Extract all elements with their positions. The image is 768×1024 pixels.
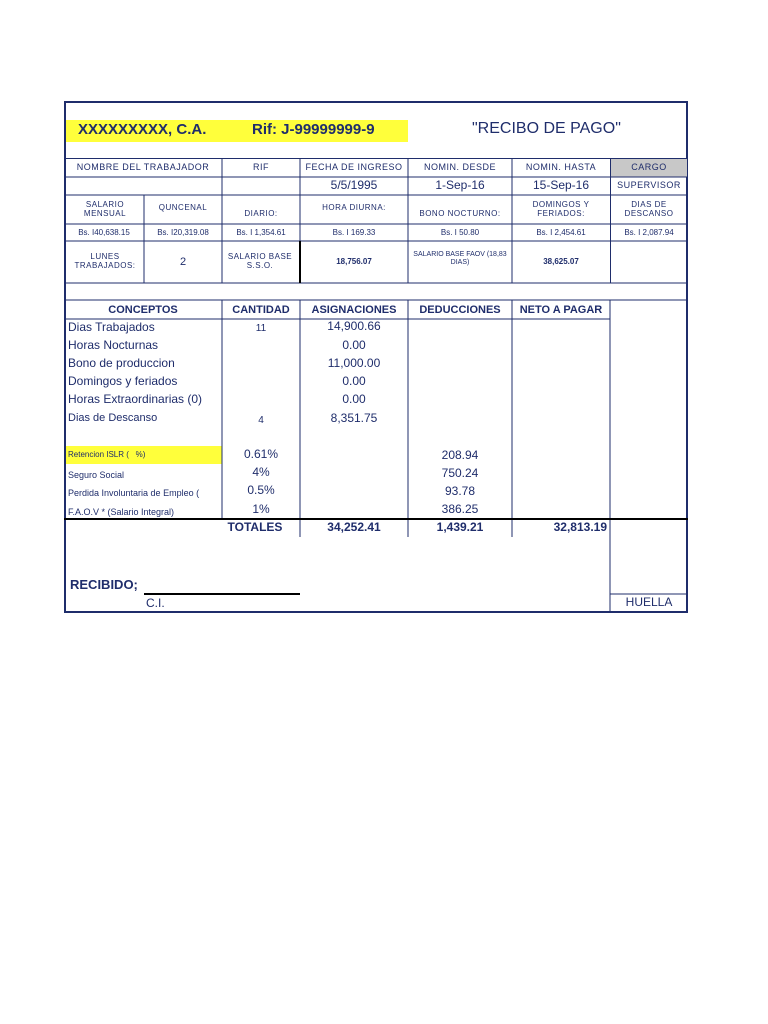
val-diario: Bs. I 1,354.61 [236,227,286,237]
hdr-diario: DIARIO: [244,208,278,218]
hdr-dias-descanso: DIAS DE DESCANSO [624,200,674,218]
val-quincenal: Bs. I20,319.08 [157,227,209,237]
deduction-qty: 0.5% [247,483,275,498]
deduction-qty: 4% [252,465,270,480]
hdr-nomin-hasta: NOMIN. HASTA [525,162,597,173]
neto-pagar-value: 32,813.19 [553,520,607,534]
lunes-value: 2 [179,255,187,268]
concept-label: Dias de Descanso [68,412,158,424]
deduction-amount: 750.24 [441,466,479,481]
hdr-salario-mensual: SALARIO MENSUAL [83,200,127,218]
hdr-domingos-feriados: DOMINGOS Y FERIADOS: [532,200,590,218]
hdr-hora-diurna: HORA DIURNA: [322,202,386,212]
deduction-label: F.A.O.V * (Salario Integral) [68,507,175,517]
hdr-bono-nocturno: BONO NOCTURNO: [419,208,501,218]
deduction-amount: 386.25 [441,502,479,517]
deduction-label: Retencion ISLR ( %) [68,450,146,459]
concept-asig: 0.00 [342,338,366,353]
concept-label: Bono de produccion [68,356,175,370]
deduction-amount: 208.94 [441,448,479,463]
hdr-neto-pagar: NETO A PAGAR [519,303,603,316]
deduction-amount: 93.78 [444,484,476,499]
hdr-asignaciones: ASIGNACIONES [311,303,397,316]
concept-asig: 11,000.00 [327,356,381,371]
total-asignaciones: 34,252.41 [327,520,381,535]
huella-label: HUELLA [625,595,673,610]
ci-label: C.I. [146,596,165,610]
lunes-label: LUNES TRABAJADOS: [74,252,136,270]
hdr-nombre: NOMBRE DEL TRABAJADOR [76,162,210,173]
deduction-label: Perdida Involuntaria de Empleo ( [68,488,200,498]
hdr-conceptos: CONCEPTOS [108,303,178,316]
faov-label: SALARIO BASE FAOV (18,83 DIAS) [413,251,507,266]
concept-asig: 0.00 [342,374,366,389]
recibido-label: RECIBIDO; [70,577,138,592]
concept-label: Horas Nocturnas [68,338,159,352]
deduction-qty: 1% [252,502,270,517]
concept-asig: 14,900.66 [327,319,381,334]
hdr-nomin-desde: NOMIN. DESDE [423,162,496,173]
concept-qty: 4 [258,414,264,426]
sso-label: SALARIO BASE S.S.O. [227,252,293,270]
val-hora-diurna: Bs. I 169.33 [332,227,376,237]
hdr-cargo: CARGO [611,159,687,177]
hdr-deducciones: DEDUCCIONES [419,303,501,316]
hdr-quincenal: QUNCENAL [158,202,208,212]
deduction-qty: 0.61% [243,447,279,462]
sso-value: 18,756.07 [336,256,372,266]
hdr-rif: RIF [253,162,269,173]
concept-label: Dias Trabajados [68,320,155,334]
page-title: "RECIBO DE PAGO" [472,120,621,137]
val-domingos-feriados: Bs. I 2,454.61 [536,227,586,237]
signature-line [144,593,300,595]
hdr-cantidad: CANTIDAD [232,303,290,316]
company-name: XXXXXXXXX, C.A. [78,121,207,138]
val-fecha-ingreso: 5/5/1995 [330,178,378,193]
concept-asig: 8,351.75 [330,411,378,426]
totals-label: TOTALES [227,520,283,535]
hdr-fecha-ingreso: FECHA DE INGRESO [305,162,403,173]
concept-asig: 0.00 [342,392,366,407]
deduction-label: Seguro Social [68,470,125,480]
val-nomin-hasta: 15-Sep-16 [532,178,590,193]
faov-value: 38,625.07 [543,256,579,266]
val-nombre [64,177,222,195]
total-deducciones: 1,439.21 [436,520,484,535]
val-nomin-desde: 1-Sep-16 [435,178,485,193]
val-salario-mensual: Bs. I40,638.15 [78,227,130,237]
concept-qty: 11 [255,322,267,334]
val-cargo: SUPERVISOR [617,180,681,191]
val-dias-descanso: Bs. I 2,087.94 [624,227,674,237]
concept-label: Domingos y feriados [68,374,178,388]
val-bono-nocturno: Bs. I 50.80 [440,227,480,237]
company-rif: Rif: J-99999999-9 [252,121,375,138]
concept-label: Horas Extraordinarias (0) [68,392,203,406]
val-rif [222,177,300,195]
